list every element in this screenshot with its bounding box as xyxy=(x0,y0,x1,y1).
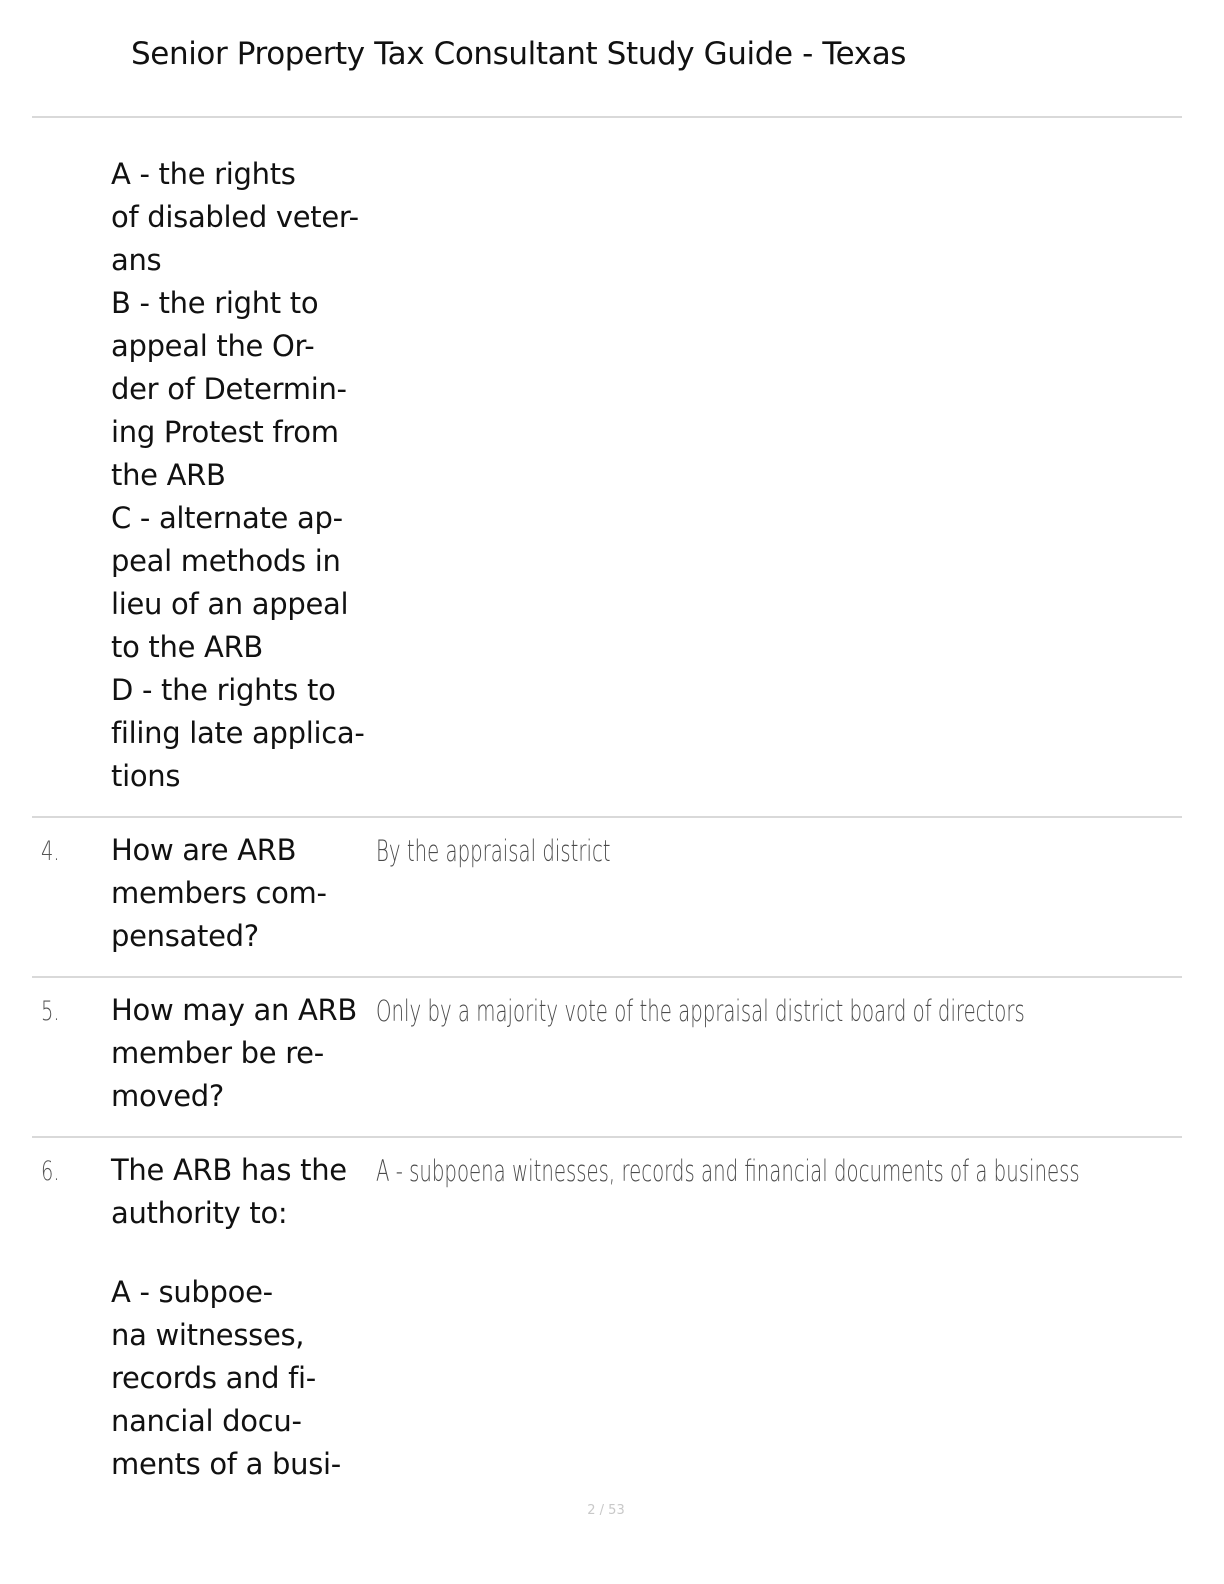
card-term xyxy=(111,829,376,958)
term-line: ments of a busi- xyxy=(111,1447,341,1481)
page-number: 2 / 53 xyxy=(587,1503,625,1518)
document-title: Senior Property Tax Consultant Study Guide - Texas xyxy=(131,36,907,72)
card-number: 4. xyxy=(41,836,60,867)
card-number: 6. xyxy=(41,1156,60,1187)
card-answer: Only by a majority vote of the appraisal district board of directors xyxy=(376,994,1025,1028)
term-line: authority to: xyxy=(111,1196,288,1230)
header-divider xyxy=(32,116,1182,118)
card-answer: A - subpoena witnesses, records and financial documents of a business xyxy=(376,1154,1080,1188)
term-line: appeal the Or- xyxy=(111,329,315,363)
term-line: records and fi- xyxy=(111,1361,316,1395)
term-line: der of Determin- xyxy=(111,372,347,406)
term-line: ans xyxy=(111,243,162,277)
term-line-spacer xyxy=(111,1235,376,1271)
card-divider xyxy=(32,1136,1182,1138)
term-line: How are ARB xyxy=(111,833,297,867)
term-line: D - the rights to xyxy=(111,673,336,707)
term-line: lieu of an appeal xyxy=(111,587,349,621)
term-line: moved? xyxy=(111,1079,224,1113)
term-line: A - the rights xyxy=(111,157,296,191)
term-line: peal methods in xyxy=(111,544,341,578)
term-line: na witnesses, xyxy=(111,1318,305,1352)
card-term xyxy=(111,989,376,1118)
card-continued-term xyxy=(111,153,376,798)
term-line: nancial docu- xyxy=(111,1404,302,1438)
card-term xyxy=(111,1149,376,1486)
term-line: members com- xyxy=(111,876,327,910)
term-line: A - subpoe- xyxy=(111,1275,273,1309)
term-line: pensated? xyxy=(111,919,259,953)
term-line: member be re- xyxy=(111,1036,324,1070)
term-line: The ARB has the xyxy=(111,1153,347,1187)
term-line: C - alternate ap- xyxy=(111,501,343,535)
term-line: How may an ARB xyxy=(111,993,357,1027)
term-line: the ARB xyxy=(111,458,226,492)
card-divider xyxy=(32,816,1182,818)
term-line: B - the right to xyxy=(111,286,319,320)
card-answer: By the appraisal district xyxy=(376,834,611,868)
term-line: ing Protest from xyxy=(111,415,339,449)
term-line: filing late applica- xyxy=(111,716,365,750)
term-line: tions xyxy=(111,759,181,793)
term-line: of disabled veter- xyxy=(111,200,359,234)
term-line: to the ARB xyxy=(111,630,264,664)
card-number: 5. xyxy=(41,996,60,1027)
card-divider xyxy=(32,976,1182,978)
